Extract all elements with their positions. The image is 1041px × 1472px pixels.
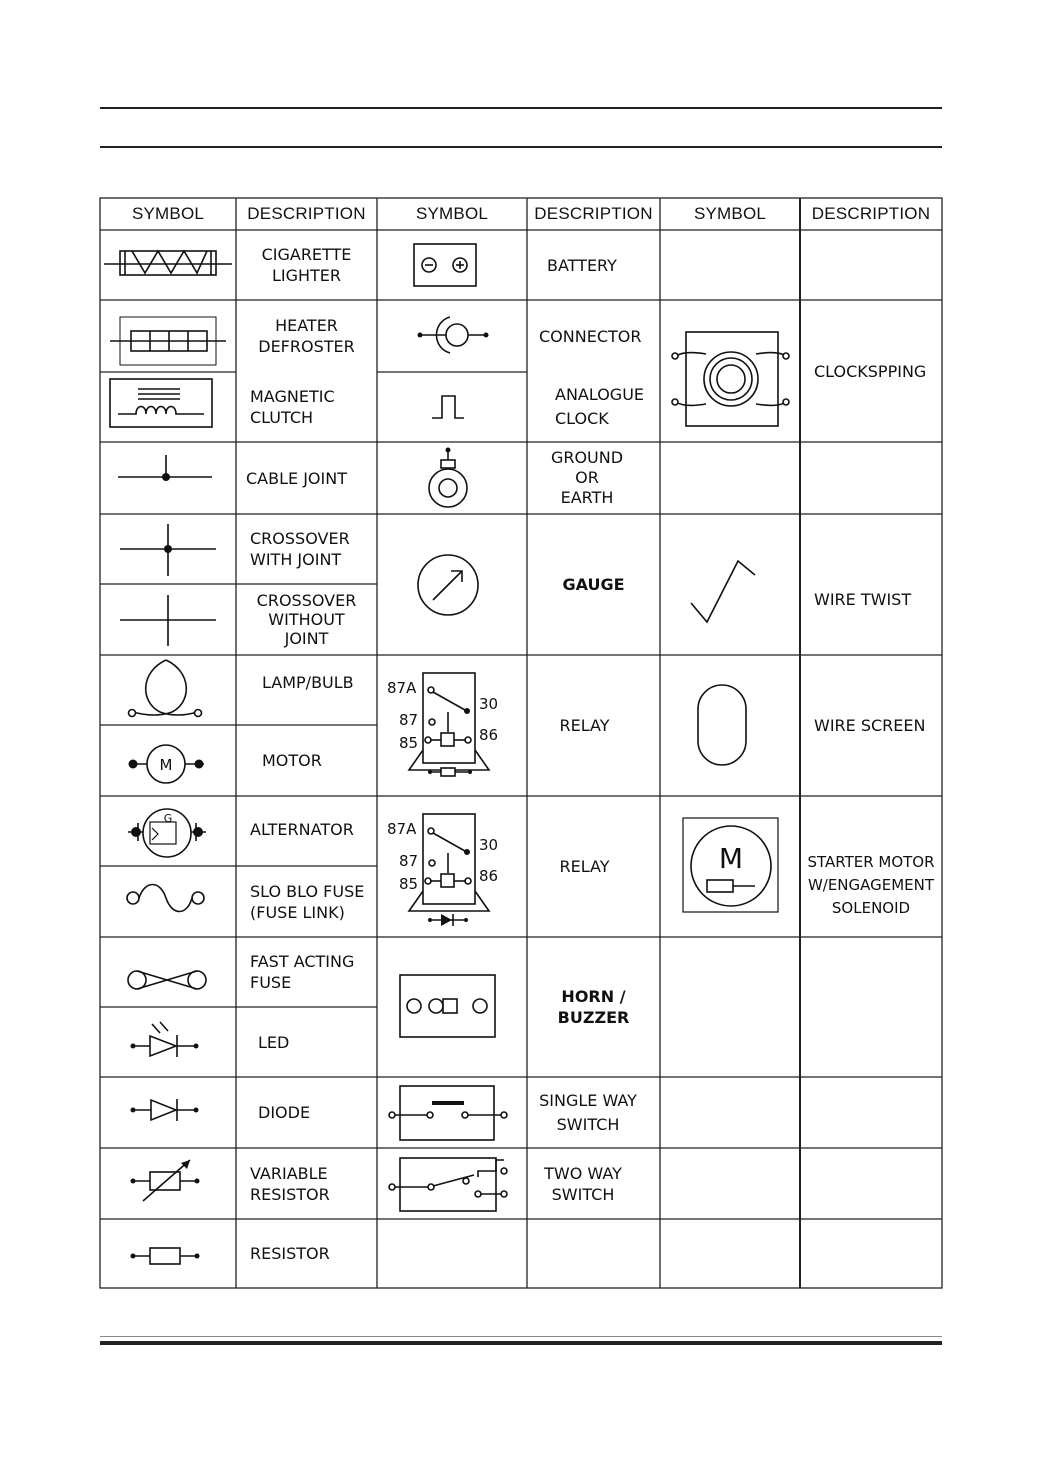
crossover-without-joint-icon (120, 595, 216, 646)
variable-resistor-icon (131, 1160, 200, 1201)
desc-wire-screen: WIRE SCREEN (814, 716, 926, 735)
relay-2-pin-87a: 87A (387, 820, 417, 838)
desc-connector: CONNECTOR (539, 326, 642, 346)
desc-variable-resistor: VARIABLE RESISTOR (250, 1163, 330, 1204)
desc-led: LED (258, 1032, 290, 1052)
relay-2-pin-86: 86 (479, 867, 499, 885)
clockspring-icon (672, 332, 789, 426)
desc-crossover-with-joint: CROSSOVER WITH JOINT (250, 529, 350, 569)
header-symbol-1: SYMBOL (131, 204, 205, 223)
analogue-clock-icon (432, 396, 464, 418)
desc-relay-1: RELAY (559, 716, 610, 735)
desc-clockspring: CLOCKSPPING (814, 361, 927, 381)
desc-fast-acting-fuse: FAST ACTING FUSE (250, 952, 355, 992)
cable-joint-icon (118, 455, 212, 481)
desc-battery: BATTERY (547, 255, 617, 275)
relay-1-pin-85: 85 (399, 734, 419, 752)
desc-relay-2: RELAY (559, 857, 610, 876)
desc-single-way-switch: SINGLE WAY SWITCH (539, 1090, 637, 1134)
relay-1-pin-86: 86 (479, 726, 499, 744)
wire-screen-icon (698, 685, 746, 765)
fast-acting-fuse-icon (128, 971, 206, 989)
desc-two-way-switch: TWO WAY SWITCH (544, 1163, 622, 1204)
header-symbol-3: SYMBOL (693, 204, 767, 223)
desc-motor: MOTOR (262, 751, 322, 770)
relay-2-pin-30: 30 (479, 836, 499, 854)
relay-2-pin-85: 85 (399, 875, 419, 893)
led-icon (131, 1022, 199, 1057)
desc-horn-buzzer: HORN / BUZZER (557, 987, 630, 1027)
crossover-with-joint-icon (120, 524, 216, 576)
heater-defroster-icon (110, 317, 226, 365)
desc-ground: GROUND OR EARTH (550, 448, 624, 507)
connector-icon (418, 317, 489, 353)
desc-analogue-clock: ANALOGUE CLOCK (555, 385, 645, 428)
desc-heater-defroster: HEATER DEFROSTER (258, 316, 355, 356)
desc-gauge: GAUGE (562, 575, 625, 594)
header-description-3: DESCRIPTION (811, 204, 931, 223)
relay-2-icon (387, 814, 498, 926)
relay-2-pin-87: 87 (399, 852, 419, 870)
slo-blo-fuse-icon (127, 885, 204, 912)
desc-magnetic-clutch: MAGNETIC CLUTCH (250, 387, 335, 427)
relay-1-pin-87: 87 (399, 711, 419, 729)
desc-starter-motor: STARTER MOTOR W/ENGAGEMENT SOLENOID (807, 852, 935, 917)
single-way-switch-icon (389, 1086, 507, 1140)
header-description-2: DESCRIPTION (534, 204, 653, 223)
relay-1-pin-87a: 87A (387, 679, 417, 697)
header-symbol-2: SYMBOL (415, 204, 489, 223)
header-description-1: DESCRIPTION (247, 204, 366, 223)
motor-letter: M (159, 756, 173, 774)
starter-motor-letter: M (718, 842, 744, 875)
two-way-switch-icon (389, 1158, 507, 1211)
horn-buzzer-icon (400, 975, 495, 1037)
cigarette-lighter-icon (104, 251, 232, 275)
desc-lamp-bulb: LAMP/BULB (262, 673, 354, 692)
alternator-icon (128, 809, 206, 857)
alternator-letter: G (163, 812, 173, 825)
desc-resistor: RESISTOR (250, 1244, 330, 1263)
desc-diode: DIODE (258, 1103, 311, 1122)
ground-icon (429, 448, 467, 508)
desc-cigarette-lighter: CIGARETTE LIGHTER (261, 245, 352, 285)
motor-icon (129, 745, 205, 783)
desc-crossover-without-joint: CROSSOVER WITHOUT JOINT (256, 591, 357, 648)
desc-wire-twist: WIRE TWIST (814, 589, 912, 609)
magnetic-clutch-icon (110, 379, 212, 427)
relay-1-pin-30: 30 (479, 695, 499, 713)
starter-motor-icon (683, 818, 778, 912)
lamp-bulb-icon (129, 660, 202, 717)
desc-cable-joint: CABLE JOINT (246, 468, 347, 488)
desc-slo-blo-fuse: SLO BLO FUSE (FUSE LINK) (250, 881, 365, 922)
desc-alternator: ALTERNATOR (250, 819, 354, 839)
resistor-icon (131, 1248, 200, 1264)
diode-icon (131, 1099, 199, 1121)
wire-twist-icon (691, 561, 755, 622)
gauge-icon (418, 555, 478, 615)
battery-icon (414, 244, 476, 286)
relay-1-icon (387, 673, 498, 776)
